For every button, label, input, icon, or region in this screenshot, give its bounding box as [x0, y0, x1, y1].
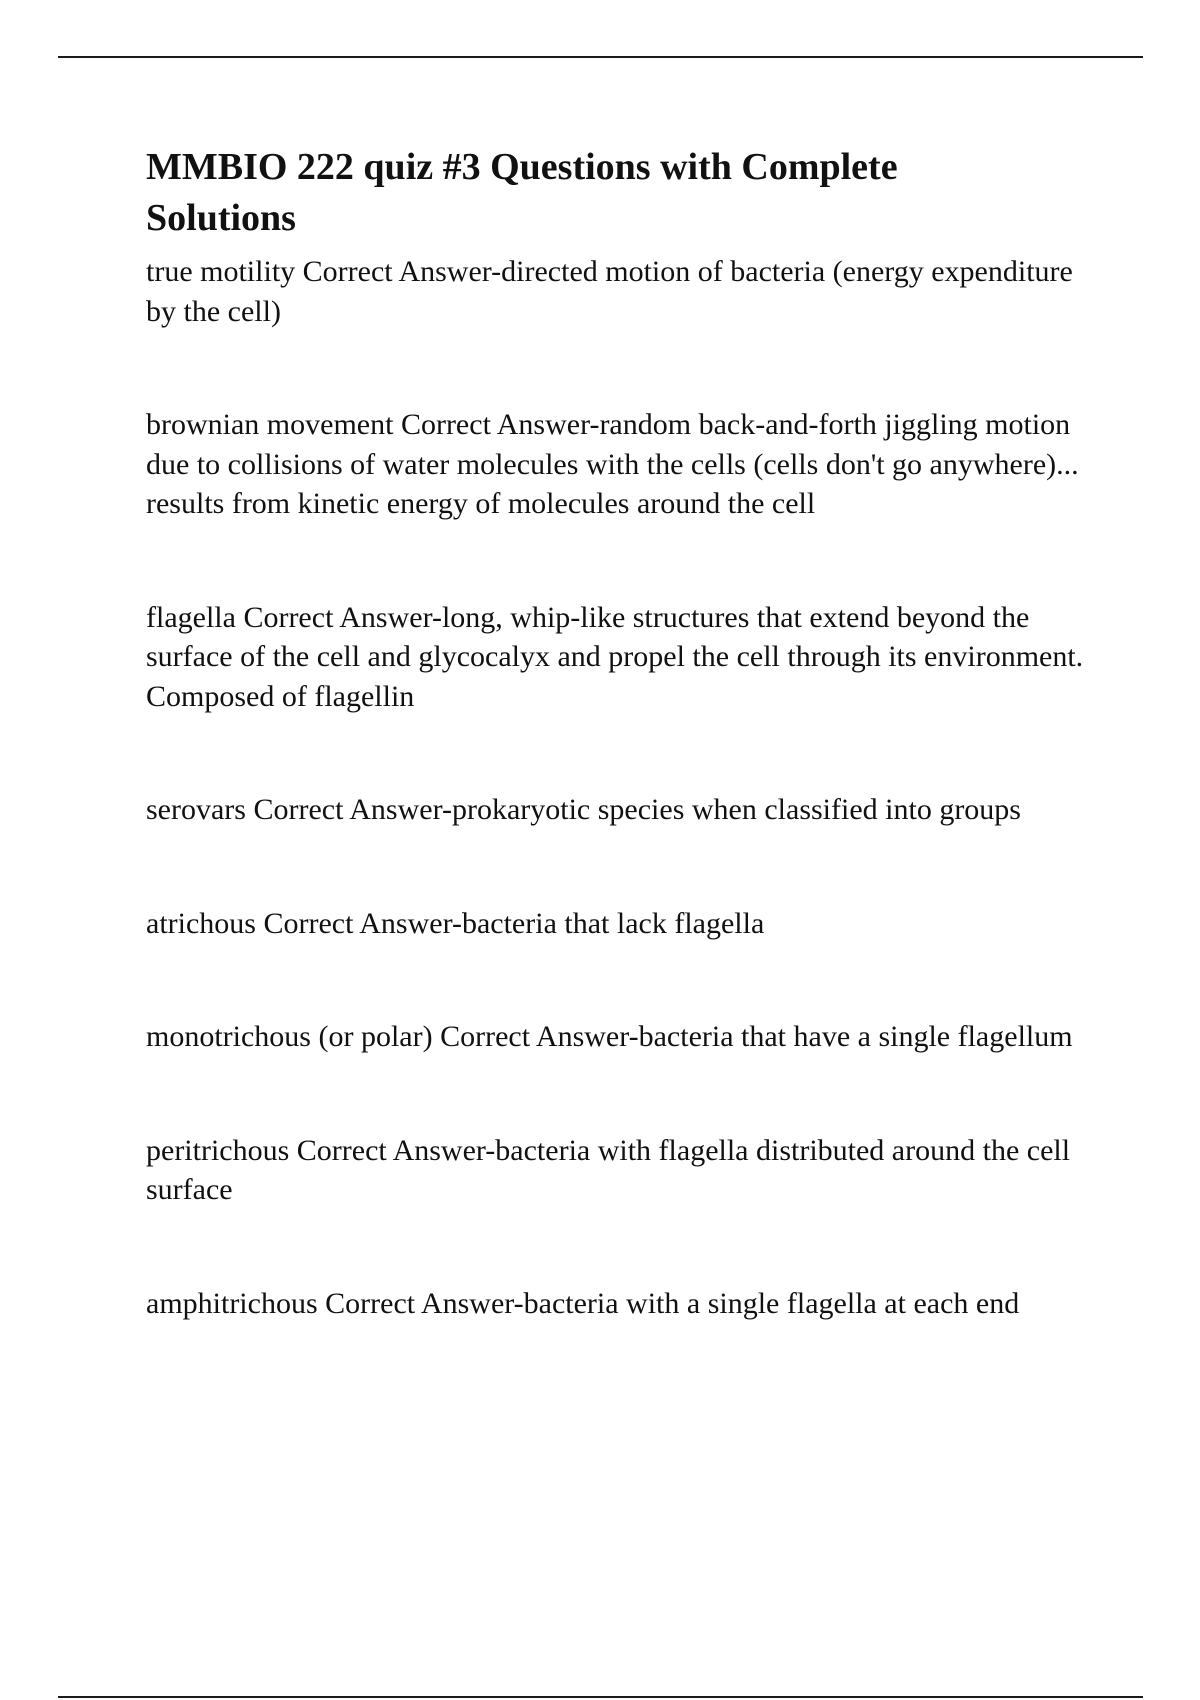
document-title: MMBIO 222 quiz #3 Questions with Complete Solutions — [146, 146, 898, 239]
document-page — [146, 142, 1106, 1323]
entry-peritrichous: peritrichous Correct Answer-bacteria with flagella distributed around the cell surface — [146, 1133, 1071, 1206]
entry-amphitrichous: amphitrichous Correct Answer-bacteria with a single flagella at each end — [146, 1286, 1020, 1320]
entry-brownian-movement: brownian movement Correct Answer-random back-and-forth jiggling motion due to collisions of water molecules with the cells (cells don't go anywhere)... results from kinetic energy of molecules around the cell — [146, 408, 1079, 520]
bottom-divider — [58, 1696, 1143, 1698]
entry-atrichous: atrichous Correct Answer-bacteria that lack flagella — [146, 906, 765, 940]
entry-serovars: serovars Correct Answer-prokaryotic species when classified into groups — [146, 793, 1021, 826]
entry-list — [146, 252, 1106, 1323]
entry-flagella: flagella Correct Answer-long, whip-like structures that extend beyond the surface of the cell and glycocalyx and propel the cell through its environment. Composed of flagellin — [146, 600, 1084, 713]
entry-true-motility: true motility Correct Answer-directed motion of bacteria (energy expenditure by the cell) — [146, 255, 1073, 328]
top-divider — [58, 56, 1143, 58]
entry-monotrichous: monotrichous (or polar) Correct Answer-bacteria that have a single flagellum — [146, 1020, 1073, 1053]
